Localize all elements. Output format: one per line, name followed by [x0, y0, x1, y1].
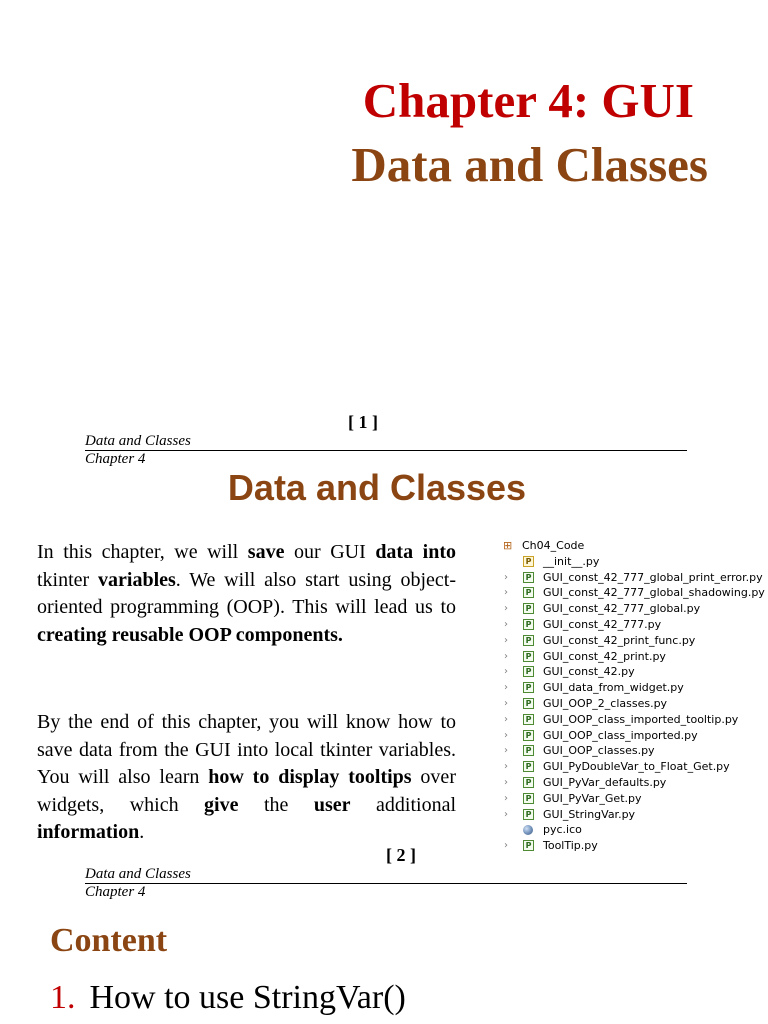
python-file-icon: P — [523, 745, 534, 756]
tree-file-label: GUI_const_42_777_global_print_error.py — [543, 570, 763, 584]
chevron-right-icon[interactable]: › — [504, 666, 508, 678]
chevron-right-icon[interactable]: › — [504, 650, 508, 662]
tree-file-label: pyc.ico — [543, 823, 582, 837]
body-text: our GUI — [284, 541, 376, 563]
chevron-right-icon[interactable]: › — [504, 808, 508, 820]
tree-file-item[interactable] — [503, 743, 765, 759]
tree-file-label: GUI_PyDoubleVar_to_Float_Get.py — [543, 760, 730, 774]
python-file-icon: P — [523, 666, 534, 677]
tree-file-label: GUI_PyVar_Get.py — [543, 791, 642, 805]
python-file-icon: P — [523, 587, 534, 598]
python-file-icon: P — [523, 809, 534, 820]
tree-file-label: GUI_const_42_print.py — [543, 649, 666, 663]
tree-file-item[interactable] — [503, 759, 765, 775]
tree-file-item[interactable] — [503, 712, 765, 728]
tree-file-item[interactable] — [503, 664, 765, 680]
header-chapter: Chapter 4 — [85, 884, 146, 900]
chevron-right-icon[interactable]: › — [504, 618, 508, 630]
tree-file-item[interactable] — [503, 728, 765, 744]
python-file-icon: P — [523, 682, 534, 693]
python-file-icon: P — [523, 572, 534, 583]
body-text: additional — [350, 793, 457, 816]
tree-file-label: GUI_StringVar.py — [543, 807, 636, 821]
body-text: . — [139, 821, 145, 843]
body-text: the — [238, 793, 314, 816]
python-file-icon: P — [523, 635, 534, 646]
intro-paragraph — [37, 539, 456, 649]
tree-file-item[interactable] — [503, 838, 765, 854]
chevron-right-icon[interactable]: › — [504, 682, 508, 694]
python-file-icon: P — [523, 698, 534, 709]
tree-file-label: GUI_const_42_777_global_shadowing.py — [543, 586, 765, 600]
list-item-text: How to use StringVar() — [89, 979, 406, 1016]
slide-title: Data and Classes — [227, 467, 527, 508]
tree-file-label: GUI_const_42_print_func.py — [543, 633, 696, 647]
tree-file-item[interactable] — [503, 570, 765, 586]
chevron-right-icon[interactable]: › — [504, 840, 508, 852]
tree-file-item[interactable] — [503, 680, 765, 696]
python-file-icon: P — [523, 777, 534, 788]
tree-file-label: __init__.py — [543, 554, 600, 568]
chevron-right-icon[interactable]: › — [504, 776, 508, 788]
chevron-right-icon[interactable]: › — [504, 603, 508, 615]
chapter-title-line1: Chapter 4: GUI — [362, 73, 694, 128]
tree-file-label: ToolTip.py — [543, 839, 598, 853]
chevron-right-icon[interactable]: › — [504, 792, 508, 804]
tree-file-item[interactable] — [503, 807, 765, 823]
emphasis-text: save — [247, 541, 285, 563]
python-file-icon: P — [523, 761, 534, 772]
header-chapter: Chapter 4 — [85, 451, 146, 467]
emphasis-text: data into — [375, 541, 456, 563]
running-header-3 — [85, 865, 687, 900]
python-file-icon: P — [523, 714, 534, 725]
tree-file-label: GUI_PyVar_defaults.py — [543, 775, 667, 789]
chevron-right-icon[interactable]: › — [504, 713, 508, 725]
chevron-right-icon[interactable]: › — [504, 697, 508, 709]
emphasis-text: information — [37, 821, 140, 843]
tree-file-label: GUI_const_42_777_global.py — [543, 602, 701, 616]
package-icon: ⊞ — [503, 539, 513, 552]
tree-file-item[interactable] — [503, 696, 765, 712]
python-init-file-icon: P — [523, 556, 534, 567]
tree-file-label: GUI_const_42.py — [543, 665, 635, 679]
body-text: tkinter — [37, 568, 99, 591]
tree-file-item[interactable] — [503, 633, 765, 649]
tree-file-item[interactable] — [503, 601, 765, 617]
tree-root-label: Ch04_Code — [522, 539, 585, 552]
page-number-1: [ 1 ] — [348, 412, 378, 432]
list-item-number: 1. — [50, 979, 76, 1016]
chevron-right-icon[interactable]: › — [504, 571, 508, 583]
tree-file-label: GUI_OOP_class_imported.py — [543, 728, 698, 742]
tree-file-item[interactable] — [503, 554, 765, 570]
tree-file-item[interactable] — [503, 585, 765, 601]
tree-root[interactable] — [503, 538, 765, 554]
project-file-tree — [503, 538, 765, 854]
ico-file-icon — [523, 825, 533, 835]
emphasis-text: creating reusable OOP components. — [37, 623, 343, 646]
python-file-icon: P — [523, 730, 534, 741]
outcome-paragraph — [37, 709, 456, 847]
body-text: . We will also start using object-oriented programming (OOP). This will lead us to — [37, 568, 456, 618]
tree-file-item[interactable] — [503, 775, 765, 791]
content-heading: Content — [50, 922, 168, 959]
python-file-icon: P — [523, 793, 534, 804]
chevron-right-icon[interactable]: › — [504, 761, 508, 773]
chevron-right-icon[interactable]: › — [504, 729, 508, 741]
python-file-icon: P — [523, 603, 534, 614]
emphasis-text: user — [313, 793, 351, 816]
header-title: Data and Classes — [85, 433, 191, 449]
python-file-icon: P — [523, 651, 534, 662]
chevron-right-icon[interactable]: › — [504, 745, 508, 757]
tree-file-label: GUI_const_42_777.py — [543, 617, 662, 631]
body-text: By the end of this chapter, you will know how to save data from the GUI into local tkinter variables. You will also learn — [37, 711, 456, 788]
python-file-icon: P — [523, 619, 534, 630]
tree-file-item[interactable] — [503, 649, 765, 665]
chevron-right-icon[interactable]: › — [504, 634, 508, 646]
tree-file-item[interactable] — [503, 791, 765, 807]
emphasis-text: how to display tooltips — [208, 766, 412, 788]
emphasis-text: variables — [98, 568, 176, 591]
emphasis-text: give — [204, 793, 239, 816]
tree-file-label: GUI_OOP_2_classes.py — [543, 696, 668, 710]
tree-file-label: GUI_data_from_widget.py — [543, 681, 684, 695]
running-header-2 — [85, 432, 687, 467]
tree-file-label: GUI_OOP_class_imported_tooltip.py — [543, 712, 739, 726]
body-text: over widgets, which — [37, 766, 456, 816]
page-number-2: [ 2 ] — [386, 845, 416, 865]
chapter-title-line2: Data and Classes — [351, 137, 708, 192]
tree-file-item[interactable] — [503, 822, 765, 838]
tree-file-label: GUI_OOP_classes.py — [543, 744, 655, 758]
chevron-right-icon[interactable]: › — [504, 587, 508, 599]
list-item — [50, 976, 406, 1020]
python-file-icon: P — [523, 840, 534, 851]
body-text: In this chapter, we will — [37, 541, 248, 563]
tree-file-item[interactable] — [503, 617, 765, 633]
header-title: Data and Classes — [85, 866, 191, 882]
